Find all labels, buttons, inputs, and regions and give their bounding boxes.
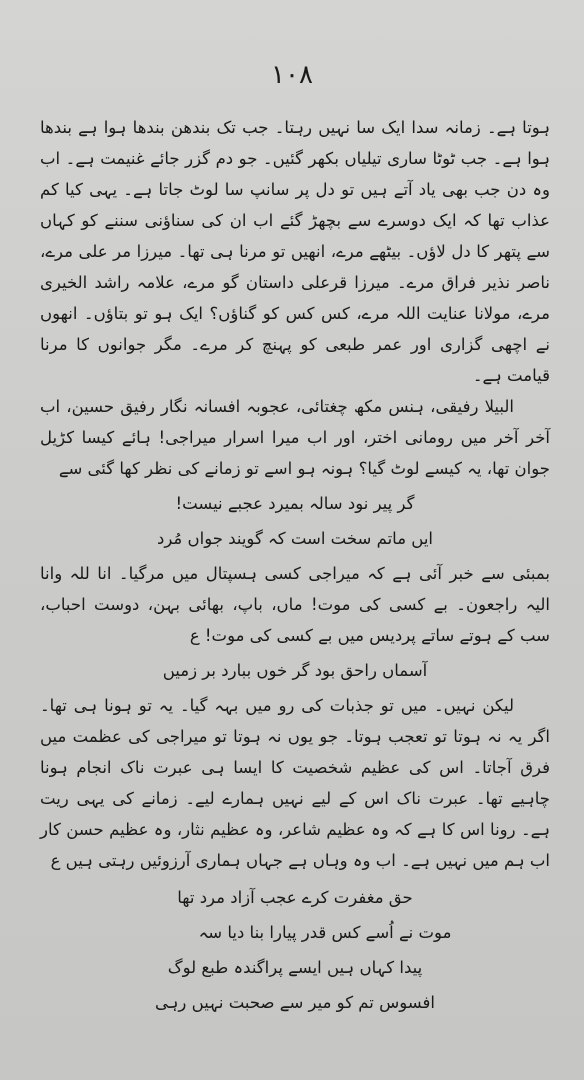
verse-persian-1: گر پیر نود سالہ بمیرد عجبے نیست! [175,494,415,513]
paragraph-4: لیکن نہیں۔ میں تو جذبات کی رو میں بہہ گیا۔ یہ تو ہونا ہی تھا۔ اگر یہ نہ ہوتا تو تعجب ہوتا۔ جو یوں نہ ہوتا تو میراجی کی عظمت میں فرق آجاتا۔ اس کی عظیم شخصیت کا ایسا ہی عبرت ناک انجام ہونا چاہیے تھا۔ عبرت ناک اس کے لیے نہیں ہمارے لیے۔ زمانے کی یہی ریت ہے۔ رونا اس کا ہے کہ وہ عظیم شاعر، وہ عظیم نثار، وہ عظیم حسن کار اب ہم میں نہیں ہے۔ اب وہ وہاں ہے جہاں ہماری آرزوئیں رہتی ہیں ع [40,696,550,870]
closing-verses [40,882,550,1018]
page-number: ۱۰۸ [271,60,313,90]
verse-urdu-4: افسوس تم کو میر سے صحبت نہیں رہی [155,993,435,1012]
verse-urdu-3: پیدا کہاں ہیں ایسے پراگندہ طبع لوگ [167,958,423,977]
verse-persian-3: آسماں راحق بود گر خوں ببارد بر زمیں [162,661,428,680]
verse-persian-2: ایں ماتم سخت است کہ گویند جواں مُرد [156,529,434,548]
verse-urdu-1: حق مغفرت کرے عجب آزاد مرد تھا [177,888,413,907]
page-body [40,112,550,1022]
verse-urdu-2: موت نے اُسے کس قدر پیارا بنا دیا سہ [198,923,452,942]
paragraph-3: بمبئی سے خبر آئی ہے کہ میراجی کسی ہسپتال میں مرگیا۔ انا للہ وانا الیہ راجعون۔ بے کسی کی موت! ماں، باپ، بھائی بہن، دوست احباب، سب کے ہوتے ساتے پردیس میں بے کسی کی موت! ع [40,564,550,645]
paragraph-1: ہوتا ہے۔ زمانہ سدا ایک سا نہیں رہتا۔ جب تک بندھن بندھا ہوا ہے بندھا ہوا ہے۔ جب ٹوٹا ساری تیلیاں بکھر گئیں۔ جو دم گزر جائے غنیمت ہے۔ اب وہ دن جب بھی یاد آتے ہیں تو دل پر سانپ سا لوٹ جاتا ہے۔ یہی کیا کم عذاب تھا کہ ایک دوسرے سے بچھڑ گئے اب ان کی سناؤنی سننے کو کہاں سے پتھر کا دل لاؤں۔ بیٹھے مرے، انھیں تو مرنا ہی تھا۔ میرزا مر علی مرے، ناصر نذیر فراق مرے۔ میرزا قرعلی داستان گو مرے، علامہ راشد الخیری مرے، مولانا عنایت اللہ مرے، کس کس کو گناؤں؟ ایک ہو تو بتاؤں۔ انھوں نے اچھی گزاری اور عمر طبعی کو پہنچ کر مرے۔ مگر جوانوں کا مرنا قیامت ہے۔ [40,118,550,385]
paragraph-2: البیلا رفیقی، ہنس مکھ چغتائی، عجوبہ افسانہ نگار رفیق حسین، اب آخر آخر میں رومانی اختر، اور اب میرا اسرار میراجی! ہائے کیسا کڑیل جوان تھا، یہ کیسے لوٹ گیا؟ ہونہ ہو اسے تو زمانے کی نظر کھا گئی سے [40,397,550,478]
